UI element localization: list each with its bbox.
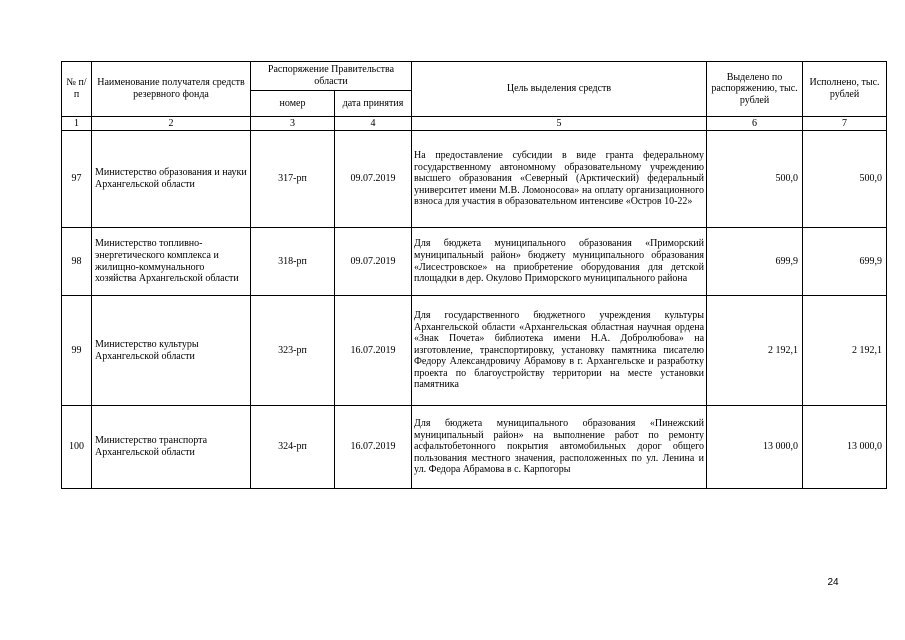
row-order-number: 318-рп <box>251 228 335 296</box>
row-order-number: 317-рп <box>251 131 335 228</box>
row-num: 98 <box>62 228 92 296</box>
row-order-number: 323-рп <box>251 296 335 406</box>
row-recipient: Министерство транспорта Архангельской области <box>92 406 251 489</box>
row-num: 97 <box>62 131 92 228</box>
row-executed: 2 192,1 <box>803 296 887 406</box>
row-purpose: На предоставление субсидии в виде гранта федеральному государственному автономному образовательному учреждению высшего образования «Северный (Арктический) федеральный университет имени М.В. Ломоносова» на оплату организационного взноса для участия в образовательном интенсиве «Остров 10-22» <box>412 131 707 228</box>
row-order-date: 16.07.2019 <box>335 296 412 406</box>
table-row <box>62 228 887 296</box>
row-order-number: 324-рп <box>251 406 335 489</box>
row-order-date: 09.07.2019 <box>335 228 412 296</box>
header-order-number: номер <box>251 91 335 117</box>
column-index: 4 <box>335 117 412 131</box>
row-allocated: 699,9 <box>707 228 803 296</box>
header-num: № п/п <box>62 62 92 117</box>
row-allocated: 13 000,0 <box>707 406 803 489</box>
column-index: 5 <box>412 117 707 131</box>
header-order-date: дата принятия <box>335 91 412 117</box>
table-row <box>62 406 887 489</box>
column-index: 1 <box>62 117 92 131</box>
row-recipient: Министерство культуры Архангельской области <box>92 296 251 406</box>
row-executed: 13 000,0 <box>803 406 887 489</box>
row-purpose: Для бюджета муниципального образования «Пинежский муниципальный район» на выполнение работ по ремонту асфальтобетонного покрытия автомобильных дорог общего пользования местного значения, расположенных по ул. Ленина и ул. Федора Абрамова в с. Карпогоры <box>412 406 707 489</box>
row-order-date: 09.07.2019 <box>335 131 412 228</box>
column-index: 6 <box>707 117 803 131</box>
table-row <box>62 296 887 406</box>
row-executed: 500,0 <box>803 131 887 228</box>
row-purpose: Для государственного бюджетного учреждения культуры Архангельской области «Архангельская областная научная ордена «Знак Почета» библиотека имени Н.А. Добролюбова» на изготовление, транспортировку, установку памятника писателю Федору Александровичу Абрамову в г. Архангельске и разработку проекта по благоустройству территории на месте установки памятника <box>412 296 707 406</box>
page-number: 24 <box>827 577 839 588</box>
table-row <box>62 131 887 228</box>
header-purpose: Цель выделения средств <box>412 62 707 117</box>
column-index: 7 <box>803 117 887 131</box>
row-purpose: Для бюджета муниципального образования «Приморский муниципальный район» бюджету муниципального образования «Лисестровское» на приобретение оборудования для детской площадки в дер. Окулово Приморского муниципального района <box>412 228 707 296</box>
header-executed: Исполнено, тыс. рублей <box>803 62 887 117</box>
row-executed: 699,9 <box>803 228 887 296</box>
header-allocated: Выделено по распоряжению, тыс. рублей <box>707 62 803 117</box>
row-order-date: 16.07.2019 <box>335 406 412 489</box>
row-num: 100 <box>62 406 92 489</box>
row-allocated: 500,0 <box>707 131 803 228</box>
column-index: 2 <box>92 117 251 131</box>
row-recipient: Министерство образования и науки Архангельской области <box>92 131 251 228</box>
column-index: 3 <box>251 117 335 131</box>
header-order-group: Распоряжение Правительства области <box>251 62 412 91</box>
header-recipient: Наименование получателя средств резервного фонда <box>92 62 251 117</box>
reserve-fund-table <box>61 61 887 489</box>
row-recipient: Министерство топливно-энергетического комплекса и жилищно-коммунального хозяйства Архангельской области <box>92 228 251 296</box>
row-allocated: 2 192,1 <box>707 296 803 406</box>
row-num: 99 <box>62 296 92 406</box>
